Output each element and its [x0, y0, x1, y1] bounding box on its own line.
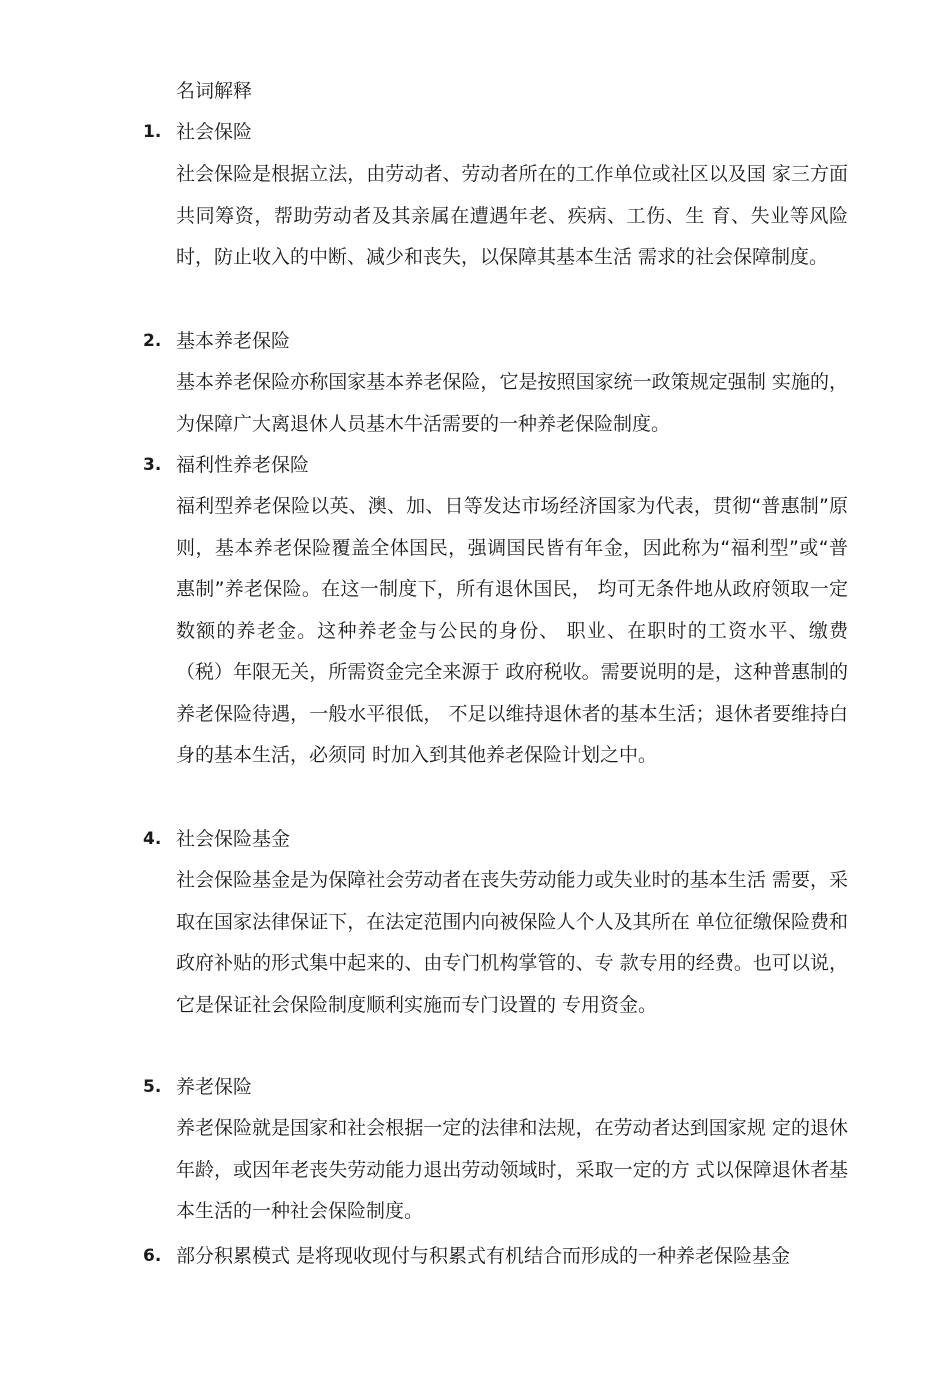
document-title: 名词解释 — [176, 80, 253, 102]
item-term-pension-insurance: 养老保险 — [176, 1076, 253, 1098]
item-number-2: 2. — [143, 331, 162, 351]
item-definition-insurance-fund: 社会保险基金是为保障社会劳动者在丧失劳动能力或失业时的基本生活 需要，采取在国家法律保证下，在法定范围内向被保险人个人及其所在 单位征缴保险费和政府补贴的形式集中起来的、由专门机构掌管的、专 款专用的经费。也可以说，它是保证社会保险制度顺利实施而专门设置的 专用资金。 — [176, 869, 848, 1016]
item-number-5: 5. — [143, 1077, 162, 1097]
item-definition-welfare-pension: 福利型养老保险以英、澳、加、日等发达市场经济国家为代表，贯彻“普惠制”原则，基本养老保险覆盖全体国民，强调国民皆有年金，因此称为“福利型”或“普惠制”养老保险。在这一制度下，所有退休国民， 均可无条件地从政府领取一定数额的养老金。这种养老金与公民的身份、 职业、在职时的工资水平、缴费（税）年限无关，所需资金完全来源于 政府税收。需要说明的是，这种普惠制的养老保险待遇，一般水平很低， 不足以维持退休者的基本生活；退休者要维持白身的基本生活，必须同 时加入到其他养老保险计划之中。 — [176, 495, 848, 766]
item-term-partial-accumulation: 部分积累模式 是将现收现付与积累式有机结合而形成的一种养老保险基金 — [176, 1245, 791, 1267]
item-term-social-insurance: 社会保险 — [176, 121, 253, 143]
item-term-insurance-fund: 社会保险基金 — [176, 828, 291, 850]
item-number-3: 3. — [143, 455, 162, 475]
item-definition-pension-insurance: 养老保险就是国家和社会根据一定的法律和法规，在劳动者达到国家规 定的退休年龄，或因年老丧失劳动能力退出劳动领域时，采取一定的方 式以保障退休者基本生活的一种社会保险制度。 — [176, 1117, 848, 1222]
item-definition-basic-pension: 基本养老保险亦称国家基本养老保险，它是按照国家统一政策规定强制 实施的，为保障广大离退休人员基木牛活需要的一种养老保险制度。 — [176, 371, 848, 435]
item-term-welfare-pension: 福利性养老保险 — [176, 454, 310, 476]
item-number-4: 4. — [143, 829, 162, 849]
item-number-1: 1. — [143, 122, 162, 142]
item-number-6: 6. — [143, 1246, 162, 1266]
item-definition-social-insurance: 社会保险是根据立法，由劳动者、劳动者所在的工作单位或社区以及国 家三方面共同筹资，帮助劳动者及其亲属在遭遇年老、疾病、工伤、生 育、失业等风险时，防止收入的中断、减少和丧失，以保障其基本生活 需求的社会保障制度。 — [176, 163, 848, 268]
item-term-basic-pension: 基本养老保险 — [176, 330, 291, 352]
